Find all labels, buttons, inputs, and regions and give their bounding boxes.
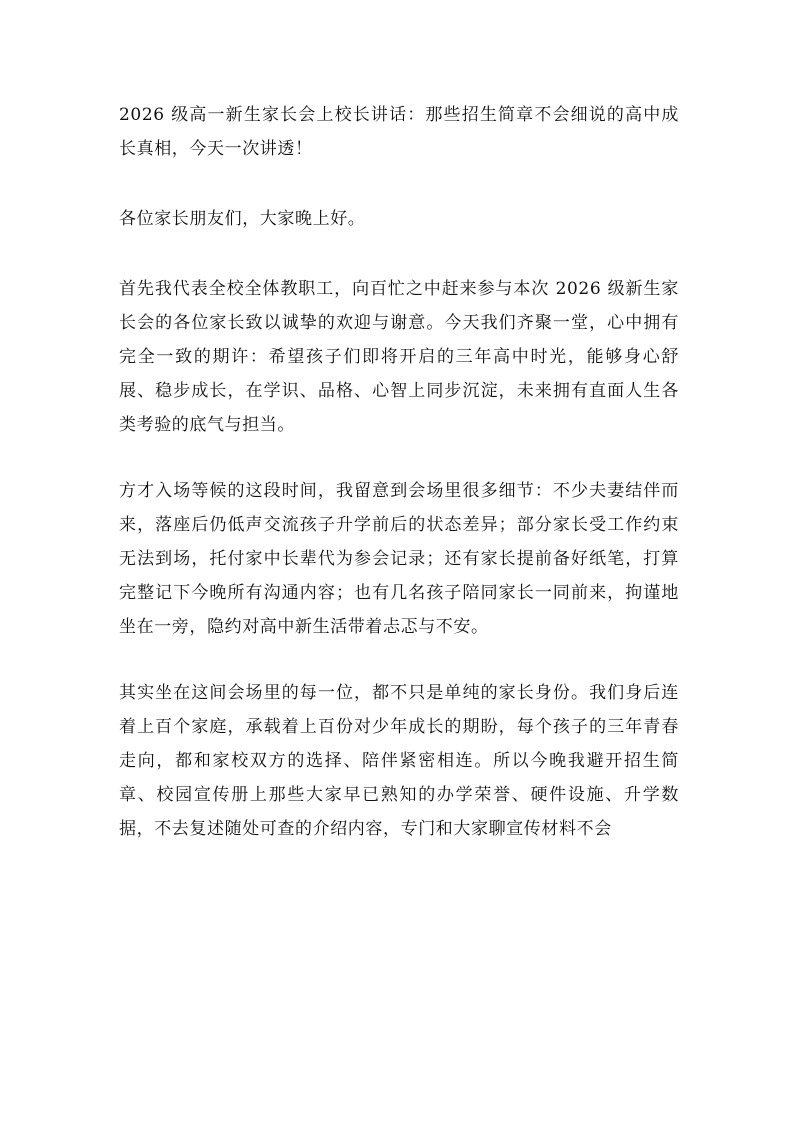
body-paragraph-welcome: 首先我代表全校全体教职工，向百忙之中赶来参与本次 2026 级新生家长会的各位家长致以诚挚的欢迎与谢意。今天我们齐聚一堂，心中拥有完全一致的期许：希望孩子们即将开启的三年高中时光，能够身心舒展、稳步成长，在学识、品格、心智上同步沉淀，未来拥有直面人生各类考验的底气与担当。 bbox=[119, 279, 679, 435]
greeting-paragraph: 各位家长朋友们，大家晚上好。 bbox=[119, 209, 366, 229]
body-paragraph-observations: 方才入场等候的这段时间，我留意到会场里很多细节：不少夫妻结伴而来，落座后仍低声交流孩子升学前后的状态差异；部分家长受工作约束无法到场，托付家中长辈代为参会记录；还有家长提前备好纸笔，打算完整记下今晚所有沟通内容；也有几名孩子陪同家长一同前来，拘谨地坐在一旁，隐约对高中新生活带着忐忑与不安。 bbox=[119, 481, 679, 637]
document-title: 2026 级高一新生家长会上校长讲话：那些招生简章不会细说的高中成长真相，今天一次讲透！ bbox=[119, 105, 679, 159]
document-body bbox=[119, 98, 679, 878]
body-paragraph-purpose: 其实坐在这间会场里的每一位，都不只是单纯的家长身份。我们身后连着上百个家庭，承载着上百份对少年成长的期盼，每个孩子的三年青春走向，都和家校双方的选择、陪伴紧密相连。所以今晚我避开招生简章、校园宣传册上那些大家早已熟知的办学荣誉、硬件设施、升学数据，不去复述随处可查的介绍内容，专门和大家聊宣传材料不会 bbox=[119, 683, 679, 839]
